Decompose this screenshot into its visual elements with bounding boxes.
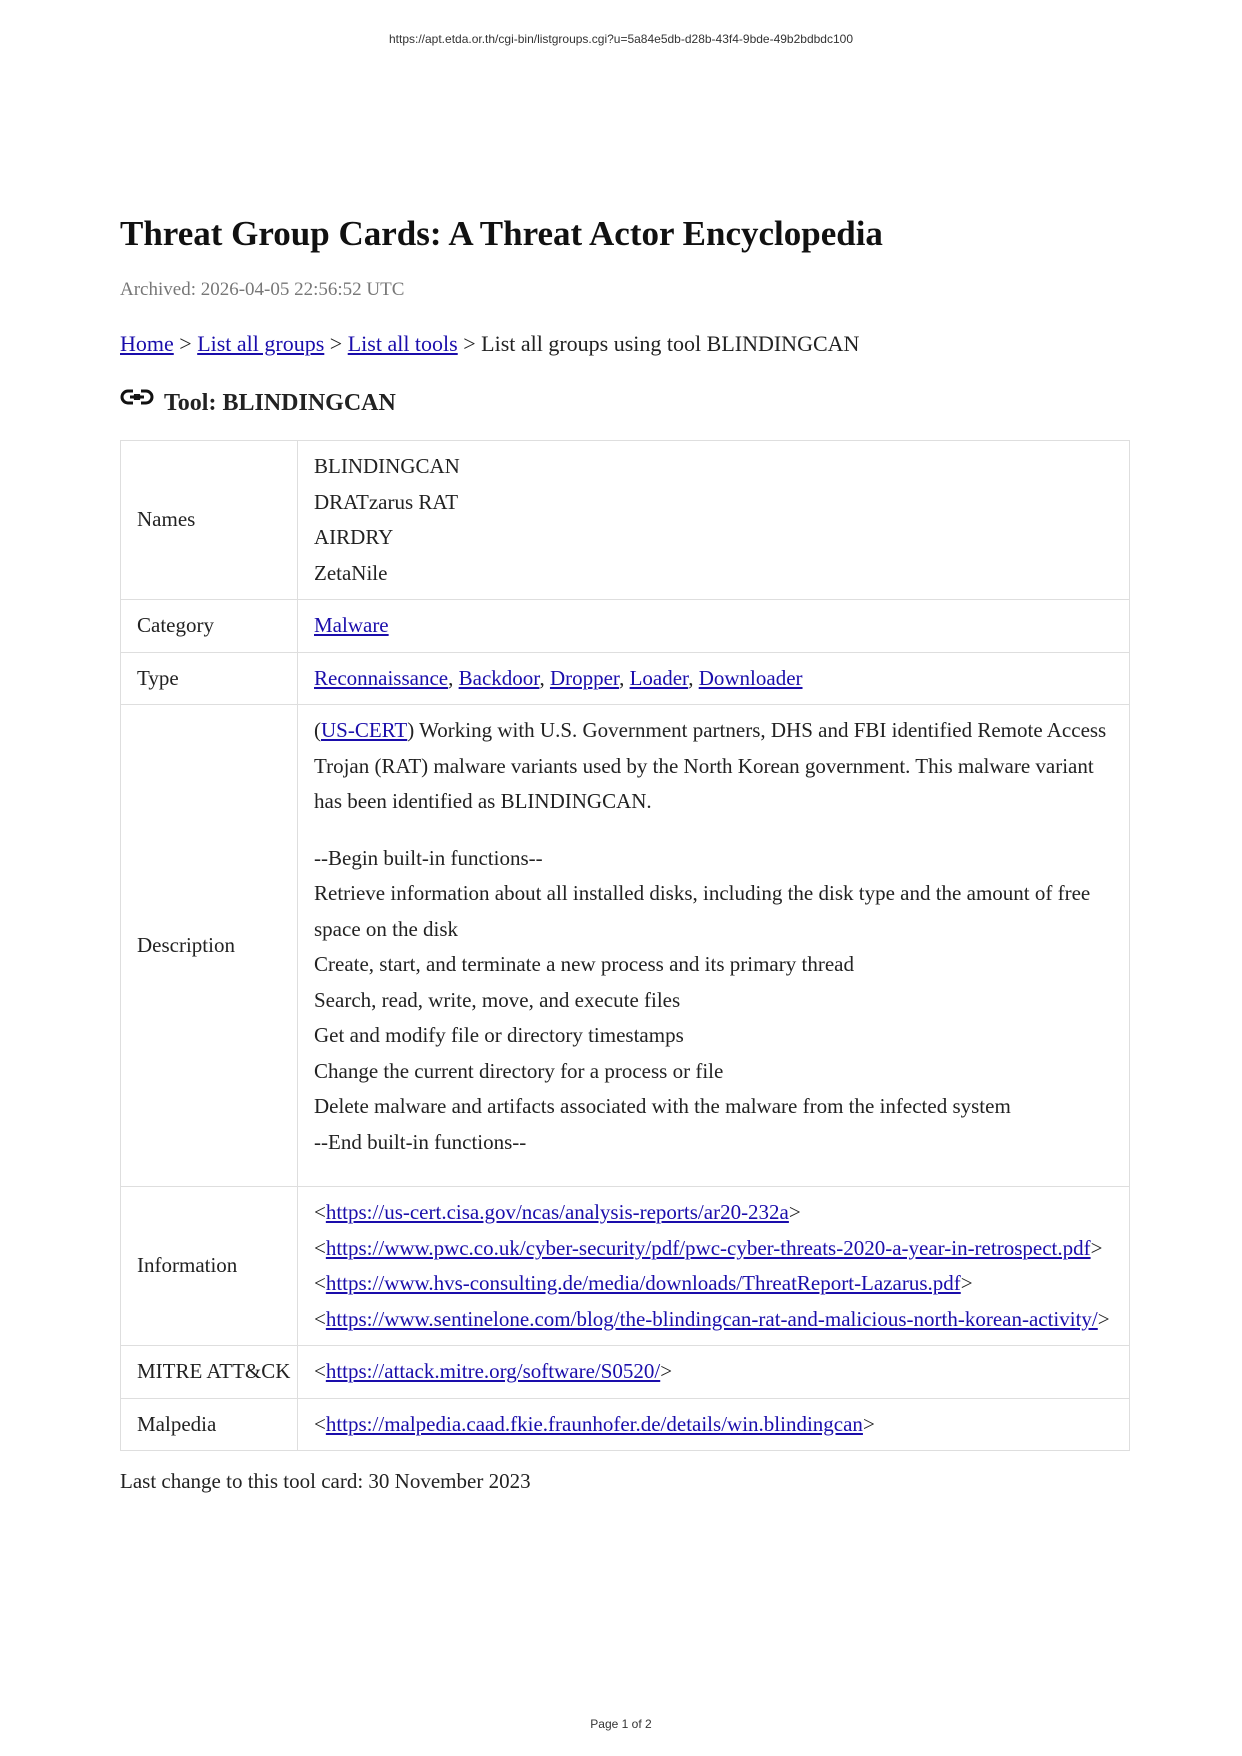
- type-link-reconnaissance[interactable]: Reconnaissance: [314, 665, 449, 690]
- names-value: [298, 441, 1130, 600]
- malpedia-value: <https://malpedia.caad.fkie.fraunhofer.de/details/win.blindingcan>: [298, 1398, 1130, 1451]
- information-value: [298, 1187, 1130, 1346]
- type-link-backdoor[interactable]: Backdoor: [458, 665, 540, 690]
- mitre-value: <https://attack.mitre.org/software/S0520/>: [298, 1346, 1130, 1399]
- name-item: BLINDINGCAN: [314, 454, 460, 478]
- tool-title: Tool: BLINDINGCAN: [164, 390, 396, 416]
- description-function: Search, read, write, move, and execute files: [314, 987, 681, 1012]
- description-function: Retrieve information about all installed disks, including the disk type and the amount of free space on the disk: [314, 881, 1091, 941]
- breadcrumb-tools-link[interactable]: List all tools: [347, 331, 458, 356]
- type-link-downloader[interactable]: Downloader: [698, 665, 803, 690]
- mitre-link[interactable]: https://attack.mitre.org/software/S0520/: [325, 1359, 661, 1383]
- description-function: Delete malware and artifacts associated with the malware from the infected system: [314, 1094, 1011, 1118]
- information-link-us-cert[interactable]: https://us-cert.cisa.gov/ncas/analysis-reports/ar20-232a: [325, 1200, 789, 1224]
- tool-heading: [120, 388, 1130, 418]
- breadcrumb-groups-link[interactable]: List all groups: [197, 331, 325, 356]
- us-cert-link[interactable]: US-CERT: [321, 718, 408, 742]
- table-row-information: [121, 1187, 1130, 1346]
- malpedia-label: Malpedia: [121, 1398, 298, 1451]
- description-function: --End built-in functions--: [314, 1129, 527, 1154]
- category-value: [298, 600, 1130, 653]
- information-item: <https://www.pwc.co.uk/cyber-security/pdf/pwc-cyber-threats-2020-a-year-in-retrospect.pdf>: [314, 1235, 1103, 1260]
- page-title: Threat Group Cards: A Threat Actor Encyclopedia: [120, 214, 883, 253]
- information-item: <https://us-cert.cisa.gov/ncas/analysis-reports/ar20-232a>: [314, 1200, 801, 1224]
- description-intro-text: ) Working with U.S. Government partners, DHS and FBI identified Remote Access Trojan (RAT) malware variants used by the North Korean government. This malware variant has been identified as BLINDINGCAN.: [314, 718, 1107, 813]
- breadcrumb-separator: >: [457, 331, 482, 356]
- description-function: Change the current directory for a process or file: [314, 1058, 724, 1083]
- table-row-type: [121, 652, 1130, 705]
- breadcrumb: [120, 330, 1130, 358]
- type-value: Reconnaissance, Backdoor, Dropper, Loader, Downloader: [298, 652, 1130, 705]
- mitre-label: MITRE ATT&CK: [121, 1346, 298, 1399]
- information-link-pwc[interactable]: https://www.pwc.co.uk/cyber-security/pdf/pwc-cyber-threats-2020-a-year-in-retrospect.pdf: [325, 1235, 1091, 1260]
- names-label: Names: [121, 441, 298, 600]
- table-row-mitre: [121, 1346, 1130, 1399]
- name-item: ZetaNile: [314, 560, 388, 585]
- type-link-loader[interactable]: Loader: [629, 665, 689, 690]
- main-content: [120, 212, 1130, 1495]
- name-item: DRATzarus RAT: [314, 489, 459, 514]
- page-url: https://apt.etda.or.th/cgi-bin/listgroups.cgi?u=5a84e5db-d28b-43f4-9bde-49b2bdbdc100: [388, 32, 853, 46]
- breadcrumb-current: List all groups using tool BLINDINGCAN: [481, 331, 860, 356]
- page-number: Page 1 of 2: [590, 1717, 652, 1731]
- category-link-malware[interactable]: Malware: [314, 613, 389, 637]
- description-function: Get and modify file or directory timestamps: [314, 1023, 684, 1047]
- table-row-names: [121, 441, 1130, 600]
- information-link-sentinelone[interactable]: https://www.sentinelone.com/blog/the-blindingcan-rat-and-malicious-north-korean-activity/: [325, 1306, 1098, 1331]
- breadcrumb-home-link[interactable]: Home: [120, 331, 174, 356]
- category-label: Category: [121, 600, 298, 653]
- description-function: --Begin built-in functions--: [314, 845, 543, 870]
- description-intro: (US-CERT) Working with U.S. Government partners, DHS and FBI identified Remote Access Trojan (RAT) malware variants used by the North Korean government. This malware variant has been identified as BLINDINGCAN.: [314, 718, 1107, 813]
- description-label: Description: [121, 705, 298, 1187]
- table-row-description: [121, 705, 1130, 1187]
- malpedia-link[interactable]: https://malpedia.caad.fkie.fraunhofer.de/details/win.blindingcan: [325, 1411, 863, 1436]
- type-link-dropper[interactable]: Dropper: [549, 665, 620, 690]
- link-icon: [120, 388, 154, 408]
- breadcrumb-separator: >: [324, 331, 348, 356]
- information-link-hvs[interactable]: https://www.hvs-consulting.de/media/downloads/ThreatReport-Lazarus.pdf: [325, 1271, 961, 1295]
- description-value: [298, 705, 1130, 1187]
- type-label: Type: [121, 652, 298, 705]
- information-item: <https://www.hvs-consulting.de/media/downloads/ThreatReport-Lazarus.pdf>: [314, 1271, 973, 1295]
- table-row-malpedia: [121, 1398, 1130, 1451]
- description-function: Create, start, and terminate a new process and its primary thread: [314, 952, 854, 976]
- tool-card-table: [120, 440, 1130, 1451]
- archived-timestamp: Archived: 2026-04-05 22:56:52 UTC: [120, 279, 405, 300]
- last-change: Last change to this tool card: 30 November 2023: [120, 1469, 531, 1493]
- breadcrumb-separator: >: [173, 331, 198, 356]
- information-label: Information: [121, 1187, 298, 1346]
- table-row-category: [121, 600, 1130, 653]
- name-item: AIRDRY: [314, 525, 394, 549]
- information-item: <https://www.sentinelone.com/blog/the-blindingcan-rat-and-malicious-north-korean-activity/>: [314, 1306, 1110, 1331]
